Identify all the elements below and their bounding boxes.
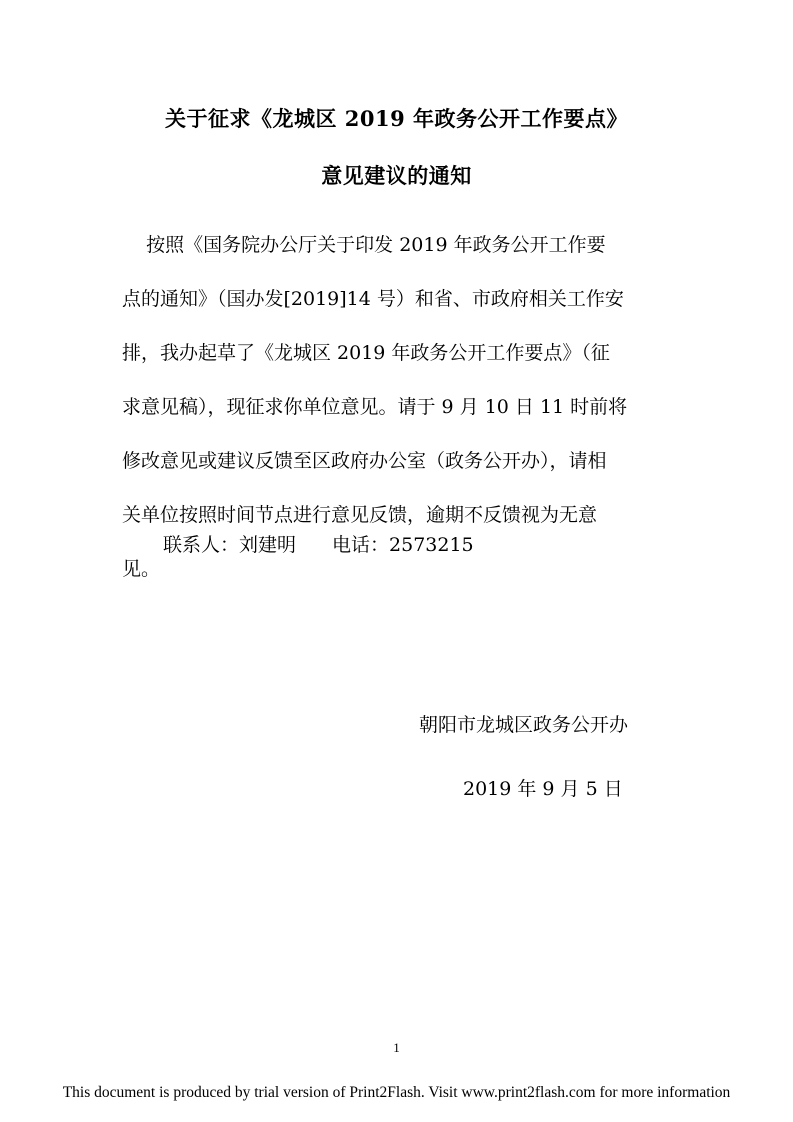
body-line: 修改意见或建议反馈至区政府办公室（政务公开办），请相 xyxy=(122,450,607,472)
trial-watermark-footer: This document is produced by trial version of Print2Flash. Visit www.print2flash.com for more information xyxy=(62,1084,731,1101)
body-line: 排，我办起草了《龙城区 2019 年政务公开工作要点》（征 xyxy=(122,342,610,364)
contact-info xyxy=(163,530,474,557)
body-line: 关单位按照时间节点进行意见反馈，逾期不反馈视为无意 xyxy=(122,504,598,526)
issuer-signature: 朝阳市龙城区政务公开办 xyxy=(419,714,629,736)
body-line: 点的通知》（国办发[2019]14 号）和省、市政府相关工作安 xyxy=(122,288,624,310)
issue-date: 2019 年 9 月 5 日 xyxy=(463,778,623,800)
contact-phone: 电话：2573215 xyxy=(332,534,474,556)
body-line: 求意见稿），现征求你单位意见。请于 9 月 10 日 11 时前将 xyxy=(122,396,628,418)
page-number: 1 xyxy=(393,1040,400,1055)
document-title-line-2: 意见建议的通知 xyxy=(321,163,472,188)
body-line: 按照《国务院办公厅关于印发 2019 年政务公开工作要 xyxy=(122,234,606,256)
document-title-line-1: 关于征求《龙城区 2019 年政务公开工作要点》 xyxy=(164,106,629,131)
contact-person: 联系人：刘建明 xyxy=(163,534,297,556)
body-line: 见。 xyxy=(122,558,161,580)
